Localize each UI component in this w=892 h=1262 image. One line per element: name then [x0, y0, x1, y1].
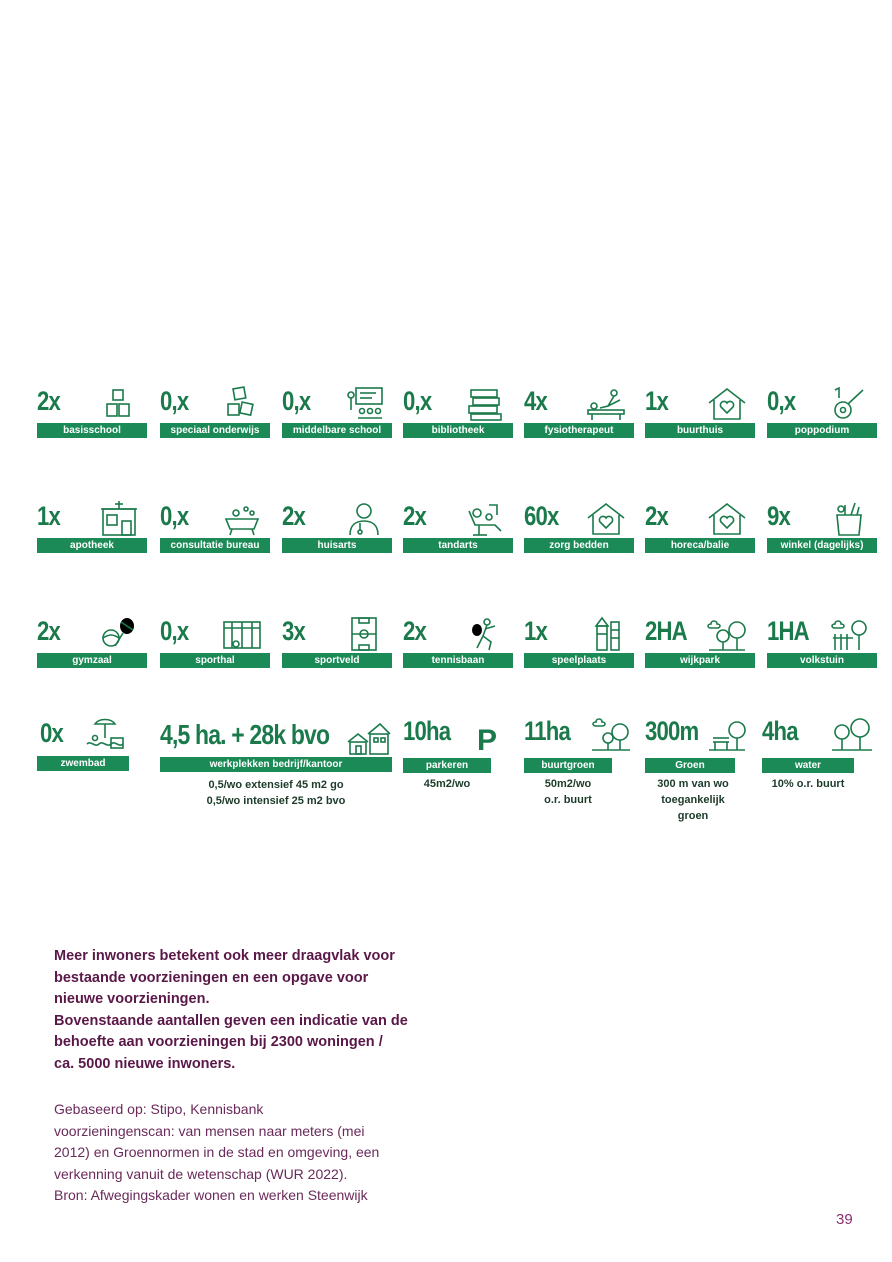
sports-field-icon	[342, 616, 386, 652]
tile-label: volkstuin	[767, 653, 877, 668]
tile-value: 0,x	[403, 386, 432, 416]
tile-werkplekken	[160, 719, 396, 807]
house-heart-icon	[705, 501, 749, 537]
tile-value: 0,x	[160, 616, 189, 646]
tile-basisschool	[37, 386, 149, 458]
tile-label: consultatie bureau	[160, 538, 270, 553]
tile-value: 1x	[645, 386, 668, 416]
tile-label: tennisbaan	[403, 653, 513, 668]
tile-middelbare-school	[282, 386, 394, 458]
tile-value: 0,x	[160, 386, 189, 416]
tile-value: 3x	[282, 616, 305, 646]
tile-value: 0,x	[767, 386, 796, 416]
page-number: 39	[836, 1211, 853, 1228]
intro-line: Bovenstaande aantallen geven een indicatie van de	[54, 1012, 408, 1029]
allotment-icon	[827, 616, 871, 652]
classroom-icon	[342, 386, 386, 422]
tile-value: 9x	[767, 501, 790, 531]
tile-label: tandarts	[403, 538, 513, 553]
source-line: Bron: Afwegingskader wonen en werken Steenwijk	[54, 1187, 368, 1203]
tile-value: 4,5 ha. + 28k bvo	[160, 719, 330, 750]
tile-speelplaats	[524, 616, 636, 688]
tile-poppodium	[767, 386, 879, 458]
tile-sub	[160, 777, 392, 809]
tile-tennisbaan	[403, 616, 515, 688]
shopping-bag-icon	[827, 501, 871, 537]
tile-label: water	[762, 758, 854, 773]
house-heart-icon	[584, 501, 628, 537]
tile-tandarts	[403, 501, 515, 573]
tile-value: 60x	[524, 501, 559, 531]
source-line: voorzieningenscan: van mensen naar meters (mei	[54, 1122, 365, 1139]
source-text	[54, 1099, 454, 1207]
tile-value: 4x	[524, 386, 547, 416]
tile-winkel	[767, 501, 879, 573]
tile-label: speelplaats	[524, 653, 634, 668]
tile-label: poppodium	[767, 423, 877, 438]
tile-buurthuis	[645, 386, 757, 458]
tile-label: huisarts	[282, 538, 392, 553]
tile-groen	[645, 716, 757, 822]
sub-line: o.r. buurt	[544, 794, 592, 806]
tile-value: 2x	[403, 501, 426, 531]
sub-line: 45m2/wo	[423, 778, 471, 790]
tile-value: 11ha	[524, 716, 570, 746]
tile-label: zwembad	[37, 756, 129, 771]
tile-label: buurthuis	[645, 423, 755, 438]
trees-bench-icon	[588, 716, 632, 752]
sub-line: toegankelijk groen	[661, 794, 725, 822]
guitar-icon	[827, 386, 871, 422]
tile-label: horeca/balie	[645, 538, 755, 553]
abc-blocks-icon	[97, 386, 141, 422]
tile-apotheek	[37, 501, 149, 573]
park-trees-icon	[705, 616, 749, 652]
pharmacy-icon	[97, 501, 141, 537]
sub-line: 0,5/wo intensief 25 m2 bvo	[206, 795, 346, 807]
tile-fysiotherapeut	[524, 386, 636, 458]
dentist-chair-icon	[463, 501, 507, 537]
goal-net-icon	[220, 616, 264, 652]
source-line: 2012) en Groennormen in de stad en omgeving, een	[54, 1144, 380, 1160]
tile-label: gymzaal	[37, 653, 147, 668]
doctor-icon	[342, 501, 386, 537]
tile-zwembad	[37, 718, 149, 790]
tile-buurtgroen	[524, 716, 636, 806]
tile-value: 1HA	[767, 616, 809, 646]
house-heart-icon	[705, 386, 749, 422]
tile-value: 0,x	[282, 386, 311, 416]
forest-icon	[830, 716, 874, 752]
tile-sub	[403, 776, 491, 792]
intro-line: bestaande voorzieningen en een opgave voor	[54, 969, 369, 986]
svg-text:P: P	[477, 724, 498, 756]
parking-icon	[463, 716, 507, 756]
sub-line: 0,5/wo extensief 45 m2 go	[208, 779, 344, 791]
tile-value: 2x	[37, 616, 60, 646]
tile-label: Groen	[645, 758, 735, 773]
tile-wijkpark	[645, 616, 757, 688]
tennis-player-icon	[463, 616, 507, 652]
source-line: Gebaseerd op: Stipo, Kennisbank	[54, 1101, 264, 1117]
tile-zorg-bedden	[524, 501, 636, 573]
tile-value: 0,x	[160, 501, 189, 531]
tile-value: 4ha	[762, 716, 798, 746]
tile-sub	[762, 776, 854, 792]
intro-line: Meer inwoners betekent ook meer draagvlak voor	[54, 948, 395, 964]
tile-huisarts	[282, 501, 394, 573]
tile-parkeren	[403, 716, 515, 788]
tile-label: fysiotherapeut	[524, 423, 634, 438]
tile-sportveld	[282, 616, 394, 688]
tile-label: bibliotheek	[403, 423, 513, 438]
tile-label: werkplekken bedrijf/kantoor	[160, 757, 392, 772]
intro-line: behoefte aan voorzieningen bij 2300 woningen /	[54, 1034, 383, 1050]
tile-label: zorg bedden	[524, 538, 634, 553]
tile-speciaal-onderwijs	[160, 386, 272, 458]
tile-label: apotheek	[37, 538, 147, 553]
tile-value: 2x	[37, 386, 60, 416]
sub-line: 50m2/wo	[544, 778, 592, 790]
physio-icon	[584, 386, 628, 422]
tile-label: speciaal onderwijs	[160, 423, 270, 438]
tile-value: 2HA	[645, 616, 687, 646]
tile-label: winkel (dagelijks)	[767, 538, 877, 553]
letter-blocks-icon	[220, 386, 264, 422]
tile-value: 0x	[40, 718, 63, 748]
sports-balls-icon	[97, 616, 141, 652]
sub-line: 10% o.r. buurt	[771, 778, 845, 790]
tile-label: sporthal	[160, 653, 270, 668]
tile-sporthal	[160, 616, 272, 688]
buildings-icon	[346, 720, 392, 756]
tile-sub	[645, 776, 741, 824]
tile-label: wijkpark	[645, 653, 755, 668]
tile-value: 2x	[282, 501, 305, 531]
books-icon	[463, 386, 507, 422]
tile-value: 10ha	[403, 716, 451, 746]
tile-consultatie-bureau	[160, 501, 272, 573]
playground-icon	[584, 616, 628, 652]
tile-label: basisschool	[37, 423, 147, 438]
tree-bench-icon	[705, 716, 749, 752]
tile-volkstuin	[767, 616, 879, 688]
swimming-icon	[85, 718, 129, 754]
tile-bibliotheek	[403, 386, 515, 458]
intro-line: ca. 5000 nieuwe inwoners.	[54, 1055, 236, 1072]
tile-value: 300m	[645, 716, 699, 746]
tile-value: 1x	[37, 501, 60, 531]
tile-label: buurtgroen	[524, 758, 612, 773]
tile-value: 2x	[645, 501, 668, 531]
tile-gymzaal	[37, 616, 149, 688]
tile-label: sportveld	[282, 653, 392, 668]
baby-bath-icon	[220, 501, 264, 537]
sub-line: 300 m van wo	[657, 778, 729, 790]
tile-value: 1x	[524, 616, 547, 646]
tile-water	[762, 716, 874, 788]
intro-text	[54, 946, 454, 1075]
tile-label: parkeren	[403, 758, 491, 773]
tile-sub	[524, 776, 612, 808]
tile-label: middelbare school	[282, 423, 392, 438]
tile-horeca-balie	[645, 501, 757, 573]
tile-value: 2x	[403, 616, 426, 646]
intro-line: nieuwe voorzieningen.	[54, 991, 210, 1007]
source-line: verkenning vanuit de wetenschap (WUR 2022).	[54, 1165, 348, 1182]
